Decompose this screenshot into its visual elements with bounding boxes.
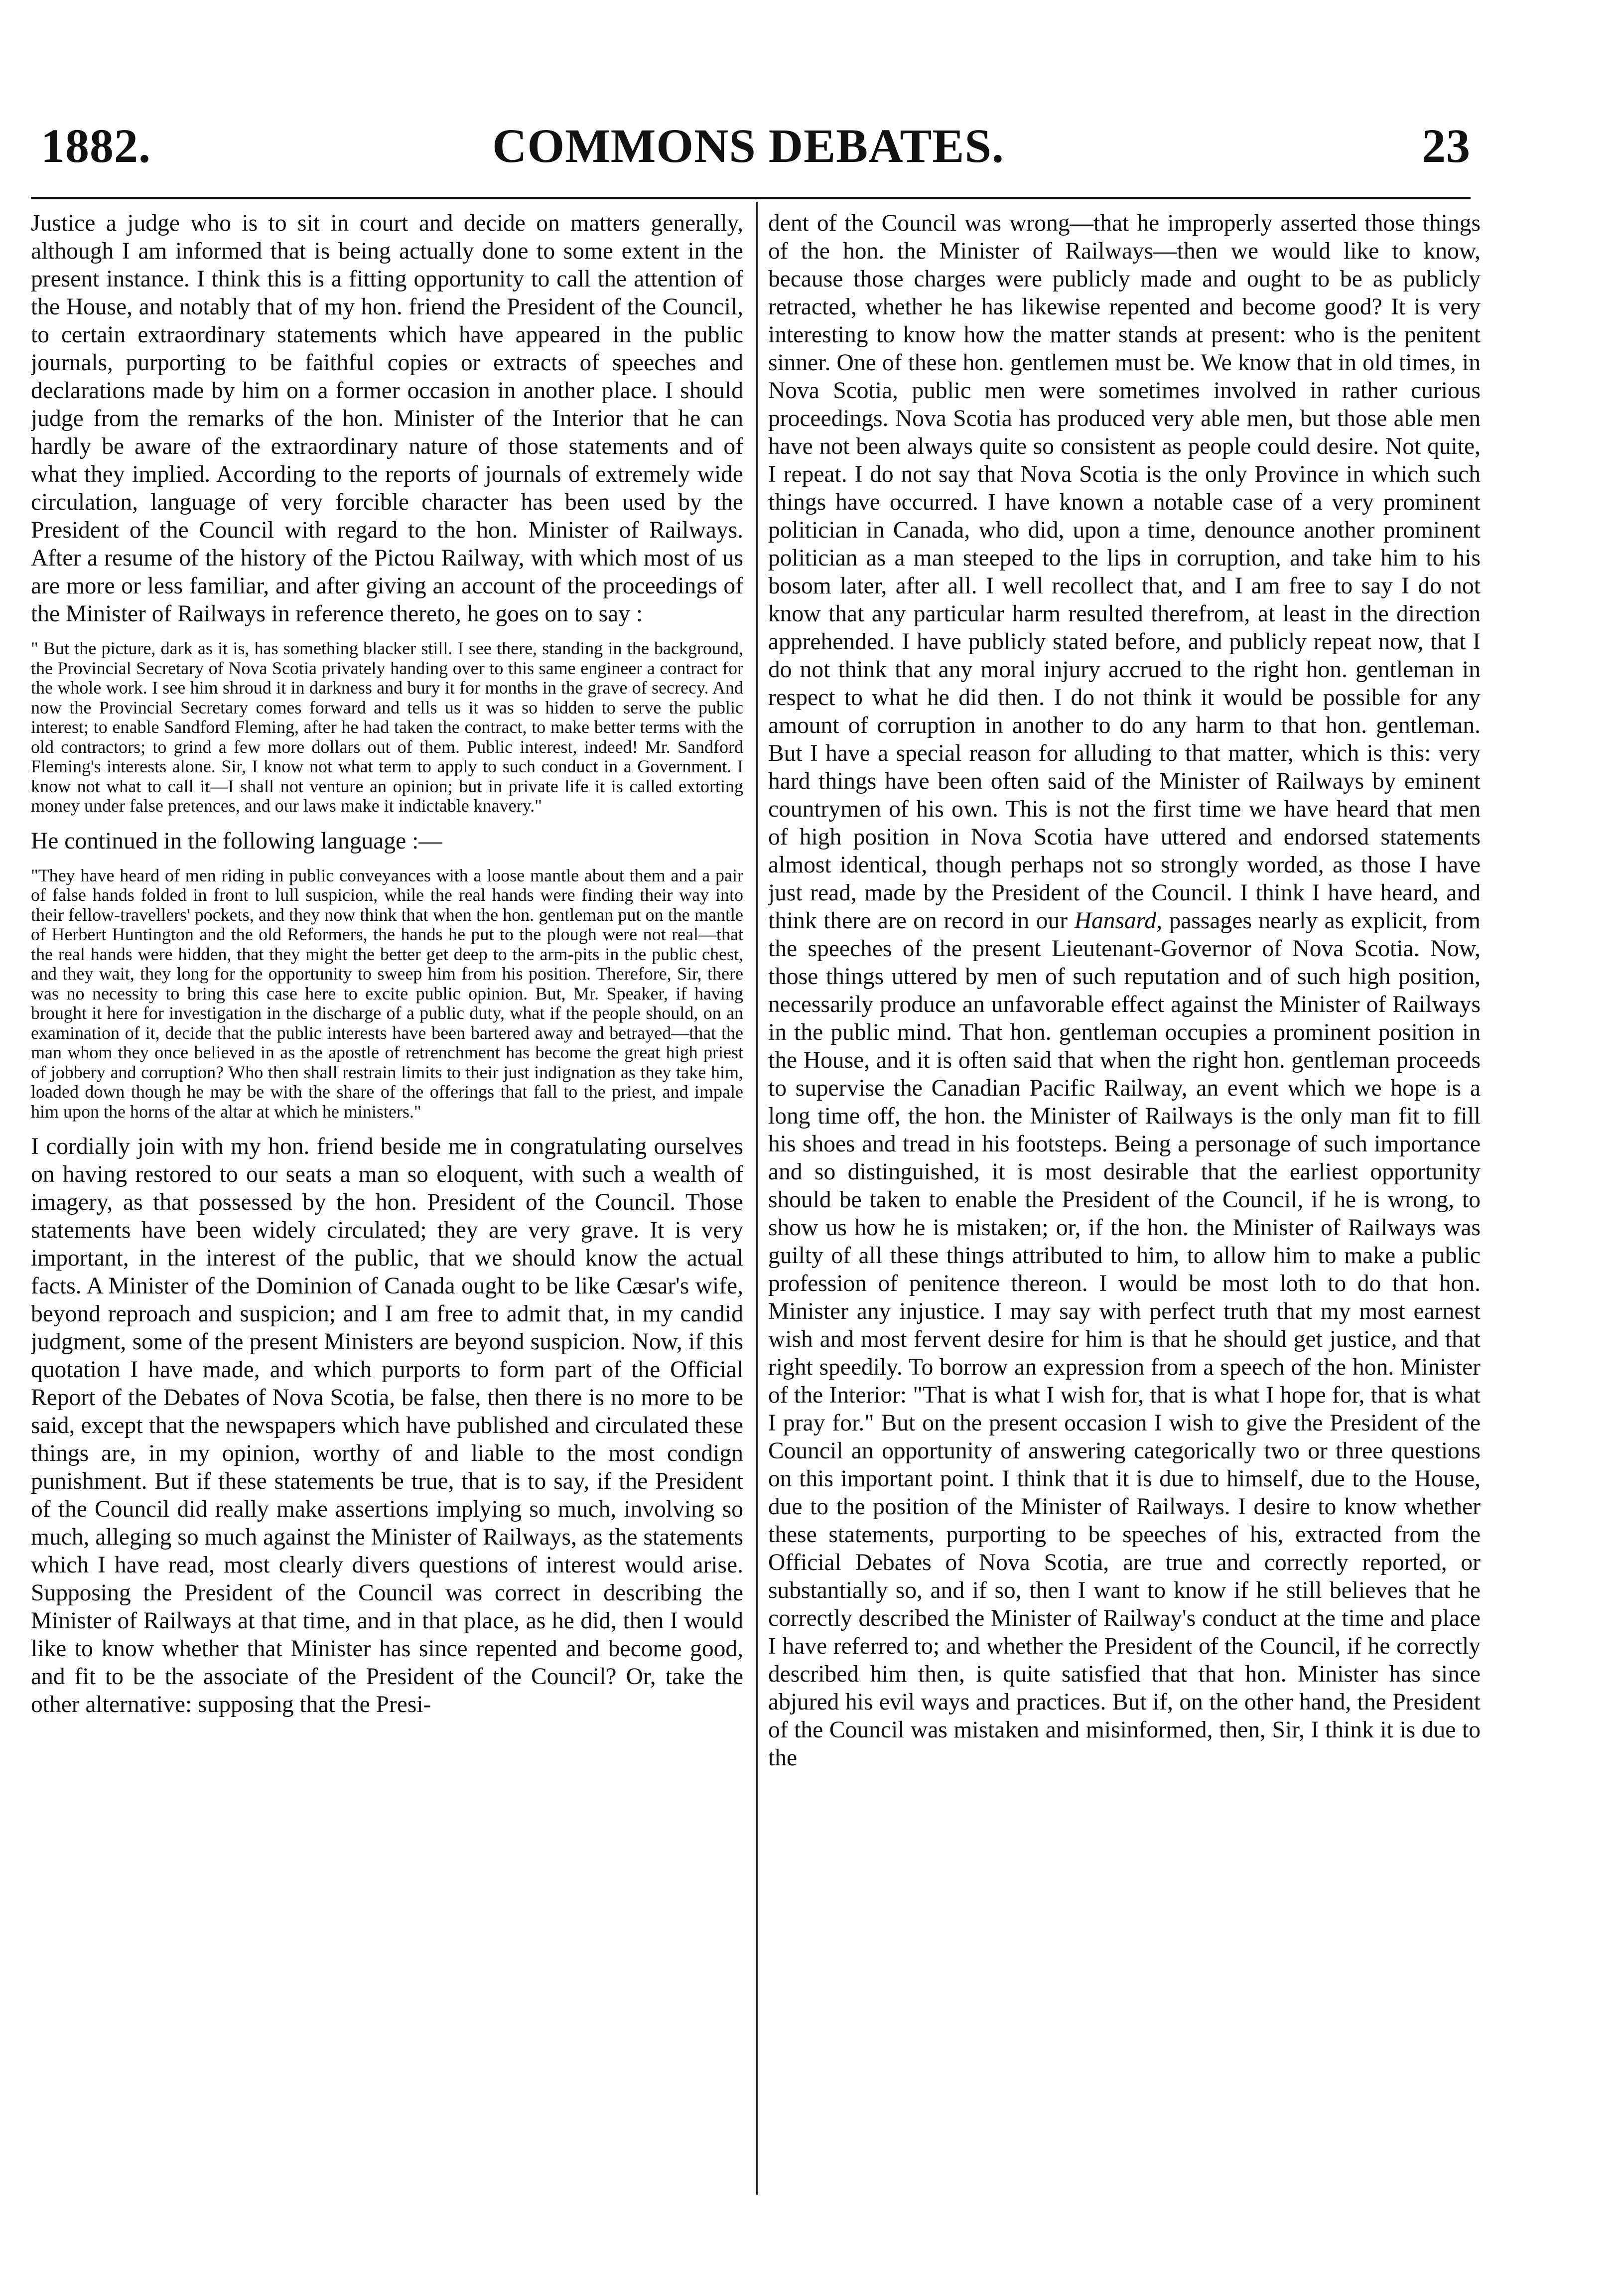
paragraph: I cordially join with my hon. friend beside me in congratulating ourselves on having restored to our seats a man so eloquent, with such a wealth of imagery, as that possessed by the hon. President of the Council. Those statements have been widely circulated; they are very grave. It is very important, in the interest of the public, that we should know the actual facts. A Minister of the Dominion of Canada ought to be like Cæsar's wife, beyond reproach and suspicion; and I am free to admit that, in my candid judgment, some of the present Ministers are beyond suspicion. Now, if this quotation I have made, and which purports to form part of the Official Report of the Debates of Nova Scotia, be false, then there is no more to be said, except that the newspapers which have published and circulated these things are, in my opinion, worthy of and liable to the most condign punishment. But if these statements be true, that is to say, if the President of the Council did really make assertions implying so much, involving so much, alleging so much against the Minister of Railways, as the statements which I have read, most clearly divers questions of interest would arise. Supposing the President of the Council was correct in describing the Minister of Railways at that time, and in that place, as he did, then I would like to know whether that Minister has since repented and become good, and fit to be the associate of the President of the Council? Or, take the other alternative: supposing that the Presi- (31, 1134, 743, 1717)
left-column (31, 209, 743, 2192)
paragraph (768, 209, 1481, 1772)
column-divider (756, 202, 758, 2195)
italic-hansard: Hansard, (1074, 908, 1163, 934)
page-header (26, 115, 1471, 189)
paragraph-text: passages nearly as explicit, from the speeches of the present Lieutenant-Governor of Nova Scotia. Now, those things uttered by men of such reputation and of such high position, necessarily produce an unfavorable effect against the Minister of Railways in the public mind. That hon. gentleman occupies a prominent position in the House, and it is often said that when the right hon. gentleman proceeds to supervise the Canadian Pacific Railway, an event which we hope is a long time off, the hon. the Minister of Railways is the only man fit to fill his shoes and tread in his footsteps. Being a personage of such importance and so distinguished, it is most desirable that the earliest opportunity should be taken to enable the President of the Council, if he is wrong, to show us how he is mistaken; or, if the hon. the Minister of Railways was guilty of all these things attributed to him, to allow him to make a public profession of penitence thereon. I would be most loth to do that hon. Minister any injustice. I may say with perfect truth that my most earnest wish and most fervent desire for him is that he should get justice, and that right speedily. To borrow an expression from a speech of the hon. Minister of the Interior: "That is what I wish for, that is what I hope for, that is what I pray for." But on the present occasion I wish to give the President of the Council an opportunity of answering categorically two or three questions on this important point. I think that it is due to himself, due to the House, due to the position of the Minister of Railways. I desire to know whether these statements, purporting to be speeches of his, extracted from the Official Debates of Nova Scotia, are true and correctly reported, or substantially so, and if so, then I want to know if he still believes that he correctly described the Minister of Railway's conduct at the time and place I have referred to; and whether the President of the Council, if he correctly described him then, is quite satisfied that that hon. Minister has since abjured his evil ways and practices. But if, on the other hand, the President of the Council was mistaken and misinformed, then, Sir, I think it is due to the (768, 908, 1481, 1771)
header-rule (31, 197, 1471, 199)
paragraph-text: dent of the Council was wrong—that he improperly asserted those things of the hon. the Minister of Railways—then we would like to know, because those charges were publicly made and ought to be as publicly retracted, whether he has likewise repented and become good? It is very interesting to know how the matter stands at present: who is the penitent sinner. One of these hon. gentlemen must be. We know that in old times, in Nova Scotia, public men were sometimes involved in rather curious proceedings. Nova Scotia has produced very able men, but those able men have not been always quite so consistent as people could desire. Not quite, I repeat. I do not say that Nova Scotia is the only Province in which such things have occurred. I have known a notable case of a very prominent politician in Canada, who did, upon a time, denounce another prominent politician as a man steeped to the lips in corruption, and take him to his bosom later, after all. I well recollect that, and I am free to say I do not know that any particular harm resulted therefrom, at least in the direction apprehended. I have publicly stated before, and publicly repeat now, that I do not think that any moral injury accrued to the right hon. gentleman in respect to what he did then. I do not think it would be possible for any amount of corruption in another to do any harm to that hon. gentleman. But I have a special reason for alluding to that matter, which is this: very hard things have been often said of the Minister of Railways by eminent countrymen of his own. This is not the first time we have heard that men of high position in Nova Scotia have uttered and endorsed statements almost identical, though perhaps not so strongly worded, as those I have just read, made by the President of the Council. I think I have heard, and think there are on record in our (768, 210, 1481, 934)
year: 1882. (41, 119, 151, 172)
publication-title: COMMONS DEBATES. (492, 119, 1004, 172)
quote-lead-in: He continued in the following language :— (31, 828, 442, 854)
right-column (768, 209, 1481, 2192)
block-quote: "They have heard of men riding in public conveyances with a loose mantle about them and a pair of false hands folded in front to lull suspicion, while the real hands were finding their way into their fellow-travellers' pockets, and they now think that when the hon. gentleman put on the mantle of Herbert Huntington and the old Reformers, the hands he put to the plough were not real—that the real hands were hidden, that they might the better get deep to the arm-pits in the public chest, and they wait, they long for the opportunity to sweep him from his position. Therefore, Sir, there was no necessity to bring this case here to excite public opinion. But, Mr. Speaker, if having brought it here for investigation in the discharge of a public duty, what if the people should, on an examination of it, decide that the public interests have been bartered away and betrayed—that the man whom they once believed in as the apostle of retrenchment has become the great high priest of jobbery and corruption? Who then shall restrain limits to their just indignation as they take him, loaded down though he may be with the share of the offerings that fall to the priest, and impale him upon the horns of the altar at which he ministers." (31, 865, 743, 1122)
page-number: 23 (1422, 119, 1471, 172)
paragraph: Justice a judge who is to sit in court and decide on matters generally, although I am informed that is being actually done to some extent in the present instance. I think this is a fitting opportunity to call the attention of the House, and notably that of my hon. friend the President of the Council, to certain extraordinary statements which have appeared in the public journals, purporting to be faithful copies or extracts of speeches and declarations made by him on a former occasion in another place. I should judge from the remarks of the hon. Minister of the Interior that he can hardly be aware of the extraordinary nature of those statements and of what they implied. According to the reports of journals of extremely wide circulation, language of very forcible character has been used by the President of the Council with regard to the hon. Minister of Railways. After a resume of the history of the Pictou Railway, with which most of us are more or less familiar, and after giving an account of the proceedings of the Minister of Railways in reference thereto, he goes on to say : (31, 210, 743, 627)
block-quote: " But the picture, dark as it is, has something blacker still. I see there, standing in the background, the Provincial Secretary of Nova Scotia privately handing over to this same engineer a contract for the whole work. I see him shroud it in darkness and bury it for months in the grave of secrecy. And now the Provincial Secretary comes forward and tells us it was so hidden to serve the public interest; to enable Sandford Fleming, after he had taken the contract, to make better terms with the old contractors; to grind a few more dollars out of them. Public interest, indeed! Mr. Sandford Fleming's interests alone. Sir, I know not what term to apply to such conduct in a Government. I know not what to call it—I shall not venture an opinion; but in private life it is called extorting money under false pretences, and our laws make it indictable knavery." (31, 638, 743, 816)
